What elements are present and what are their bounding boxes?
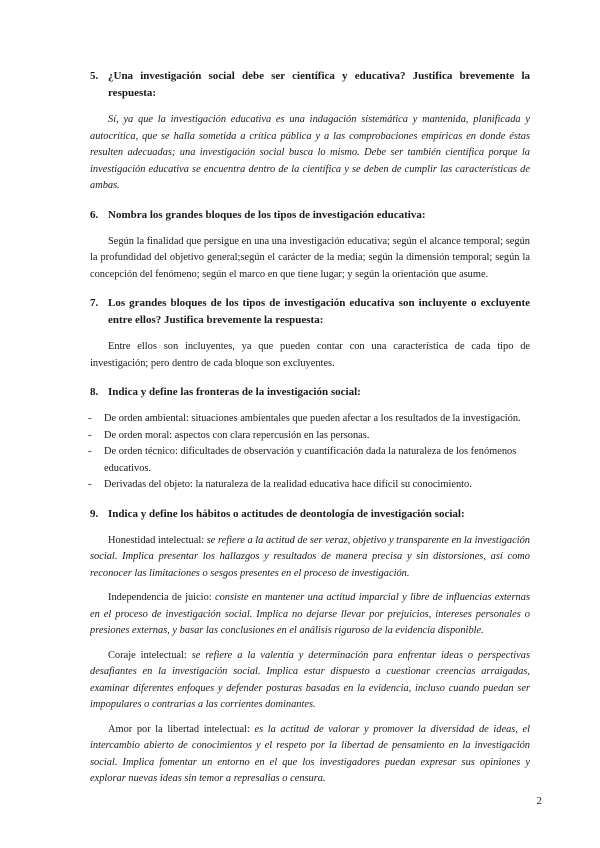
- question-text: Indica y define los hábitos o actitudes de deontología de investigación social:: [108, 507, 465, 520]
- habit-paragraph: Amor por la libertad intelectual: es la actitud de valorar y promover la diversidad de ideas, el intercambio abierto de conocimientos y el respeto por la libertad de pensamiento en la investigación social. Implica fomentar un entorno en el que los investigadores puedan expresar sus opiniones y explorar nuevas ideas sin temor a represalias o censura.: [90, 723, 530, 784]
- question-text: Los grandes bloques de los tipos de investigación educativa son incluyente o excluyente entre ellos? Justifica brevemente la respuesta:: [108, 297, 530, 326]
- habit-paragraph: Honestidad intelectual: se refiere a la actitud de ser veraz, objetivo y transparente en la investigación social. Implica presentar los hallazgos y resultados de manera precisa y sin distorsiones, así como reconocer las limitaciones o sesgos presentes en el proceso de investigación.: [90, 534, 530, 579]
- question-6: [90, 207, 530, 224]
- page-number: 2: [536, 795, 542, 807]
- question-number: 8.: [90, 386, 99, 398]
- list-item: - De orden ambiental: situaciones ambientales que pueden afectar a los resultados de la investigación.: [88, 413, 521, 424]
- answer-5: Sí, ya que la investigación educativa es una indagación sistemática y mantenida, planificada y autocrítica, que se halla sometida a crítica pública y a las comprobaciones empíricas en donde éstas resulten adecuadas; una investigación social busca lo mismo. Debe ser también científica porque la investigación educativa se encuentra dentro de la científica y se deben de cumplir las características de ambas.: [90, 114, 530, 191]
- question-8: [90, 384, 530, 401]
- list-item: - Derivadas del objeto: la naturaleza de la realidad educativa hace difícil su conocimiento.: [88, 479, 472, 490]
- answer-6: Según la finalidad que persigue en una una investigación educativa; según el alcance temporal; según la profundidad del objetivo general;según el carácter de la media; según la dimensión temporal; según la concepción del fenómeno; según el marco en que tiene lugar; y según la orientación que asume.: [90, 235, 530, 280]
- question-text: Nombra los grandes bloques de los tipos de investigación educativa:: [108, 208, 426, 221]
- question-text: ¿Una investigación social debe ser científica y educativa? Justifica brevemente la respuesta:: [108, 70, 530, 99]
- question-number: 5.: [90, 70, 99, 82]
- question-number: 6.: [90, 208, 99, 221]
- habit-paragraph: Coraje intelectual: se refiere a la valentía y determinación para enfrentar ideas o perspectivas desafiantes en la investigación social. Implica estar dispuesto a cuestionar creencias arraigadas, examinar diferentes enfoques y defender posturas basadas en la evidencia, incluso cuando puedan ser impopulares o contrarias a las corrientes dominantes.: [90, 649, 530, 710]
- habit-paragraph: Independencia de juicio: consiste en mantener una actitud imparcial y libre de influencias externas en el proceso de investigación social. Implica no dejarse llevar por prejuicios, intereses personales o presiones externas, y basar las conclusiones en el análisis riguroso de la evidencia disponible.: [90, 592, 530, 636]
- question-number: 9.: [90, 507, 99, 520]
- question-text: Indica y define las fronteras de la investigación social:: [108, 386, 361, 398]
- question-9: [90, 506, 530, 523]
- answer-7: Entre ellos son incluyentes, ya que pueden contar con una característica de cada tipo de investigación; pero dentro de cada bloque son excluyentes.: [90, 341, 530, 369]
- frontiers-list: [88, 411, 530, 494]
- question-5: [90, 68, 530, 102]
- question-7: [90, 295, 530, 329]
- list-item: - De orden moral: aspectos con clara repercusión en las personas.: [88, 429, 370, 441]
- list-item: - De orden técnico: dificultades de observación y cuantificación dada la naturaleza de los fenómenos educativos.: [88, 446, 517, 474]
- question-number: 7.: [90, 297, 99, 309]
